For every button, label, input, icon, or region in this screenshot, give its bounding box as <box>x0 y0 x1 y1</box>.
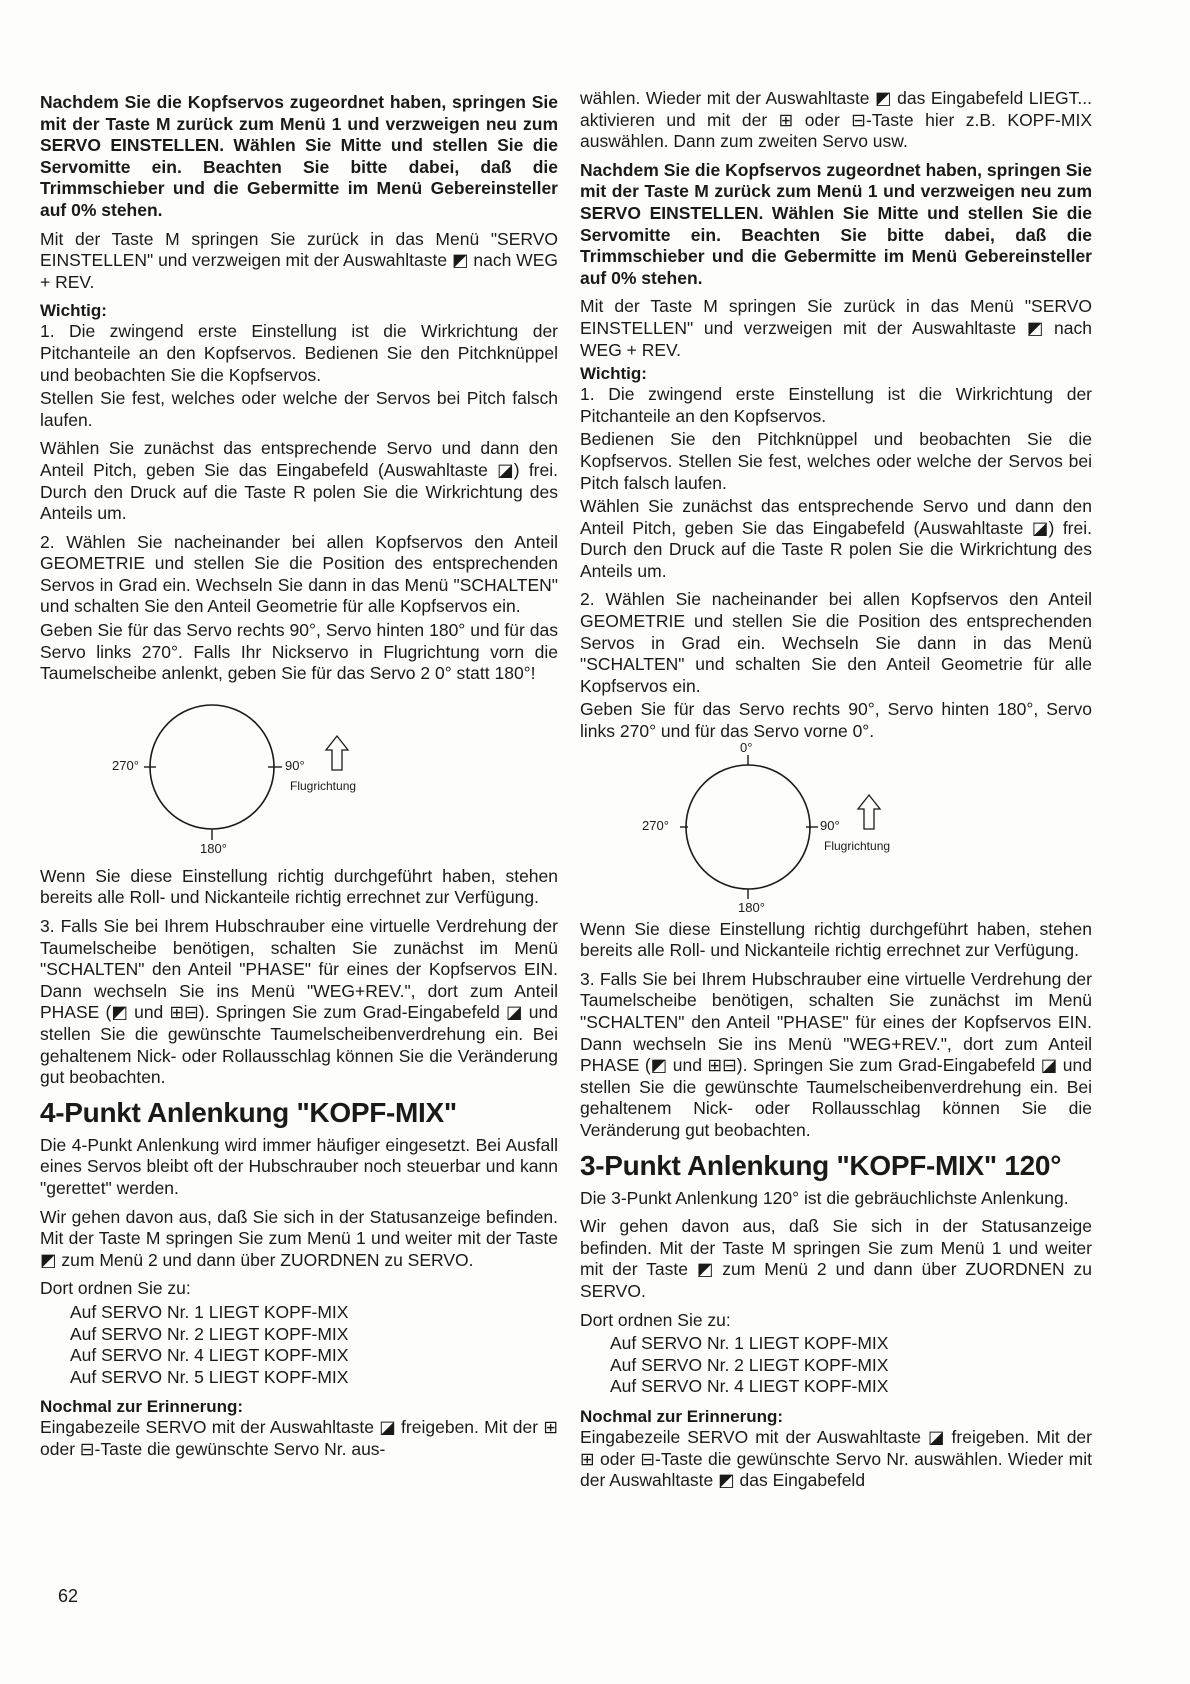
right-paragraph-8: 3. Falls Sie bei Ihrem Hubschrauber eine virtuelle Verdrehung der Taumelscheibe benötigen, schalten Sie zunächst im Menü "SCHALTEN" den Anteil "PHASE" für eines der Kopfservos EIN. Dann wechseln Sie ins Menü "WEG+REV.", dort zum Anteil PHASE (◩ und ⊞⊟). Springen Sie zum Grad-Eingabefeld ◪ und stellen Sie die gewünschte Taumelscheibenverdrehung ein. Bei gehaltenem Nick- oder Rollausschlag können Sie die Veränderung gut beobachten. <box>580 968 1092 1140</box>
right-angle-270-label: 270° <box>642 817 669 833</box>
right-section-heading: 3-Punkt Anlenkung "KOPF-MIX" 120° <box>580 1149 1062 1181</box>
left-paragraph-3: Stellen Sie fest, welches oder welche der Servos bei Pitch falsch laufen. <box>40 388 558 430</box>
left-paragraph-9: Die 4-Punkt Anlenkung wird immer häufiger eingesetzt. Bei Ausfall eines Servos bleibt oft der Hubschrauber noch steuerbar und kann "gerettet" werden. <box>40 1134 558 1198</box>
list-item: Auf SERVO Nr. 4 LIEGT KOPF-MIX <box>610 1376 889 1397</box>
right-angle-0-label: 0° <box>740 739 753 755</box>
right-paragraph-10: Wir gehen davon aus, daß Sie sich in der Statusanzeige befinden. Mit der Taste M springen Sie zum Menü 1 und weiter mit der Taste ◩ zum Menü 2 und dann über ZUORDNEN zu SERVO. <box>580 1216 1092 1301</box>
right-paragraph-3: Bedienen Sie den Pitchknüppel und beobachten Sie die Kopfservos. Stellen Sie fest, welches oder welche der Servos bei Pitch falsch laufen. <box>580 429 1092 493</box>
right-angle-180-label: 180° <box>738 899 765 915</box>
left-servo-diagram <box>40 692 558 862</box>
left-section-heading: 4-Punkt Anlenkung "KOPF-MIX" <box>40 1096 457 1128</box>
right-paragraph-5: 2. Wählen Sie nacheinander bei allen Kopfservos den Anteil GEOMETRIE und stellen Sie die Position des entsprechenden Servos in Grad ein. Wechseln Sie dann in das Menü "SCHALTEN" und schalten Sie den Anteil Geometrie für alle Kopfservos ein. <box>580 589 1092 696</box>
list-item: Auf SERVO Nr. 2 LIEGT KOPF-MIX <box>70 1323 349 1344</box>
page-number: 62 <box>58 1586 79 1606</box>
right-paragraph-11: Dort ordnen Sie zu: <box>580 1309 731 1330</box>
left-flugrichtung-label: Flugrichtung <box>290 778 357 793</box>
right-servo-list <box>610 1333 1092 1398</box>
left-intro-bold: Nachdem Sie die Kopfservos zugeordnet haben, springen Sie mit der Taste M zurück zum Menü 1 und verzweigen neu zum SERVO EINSTELLEN. Wählen Sie Mitte und stellen Sie die Servomitte ein. Beachten Sie bitte dabei, daß die Trimmschieber und die Gebermitte im Menü Gebereinsteller auf 0% stehen. <box>40 92 558 220</box>
left-paragraph-8: 3. Falls Sie bei Ihrem Hubschrauber eine virtuelle Verdrehung der Taumelscheibe benötigen, schalten Sie zunächst im Menü "SCHALTEN" den Anteil "PHASE" für eines der Kopfservos EIN. Dann wechseln Sie ins Menü "WEG+REV.", dort zum Anteil PHASE (◩ und ⊞⊟). Springen Sie zum Grad-Eingabefeld ◪ und stellen Sie die gewünschte Taumelscheibenverdrehung ein. Bei gehaltenem Nick- oder Rollausschlag können Sie die Veränderung gut beobachten. <box>40 916 558 1088</box>
right-flugrichtung-label: Flugrichtung <box>824 838 891 853</box>
left-paragraph-10: Wir gehen davon aus, daß Sie sich in der Statusanzeige befinden. Mit der Taste M springen Sie zum Menü 1 und weiter mit der Taste ◩ zum Menü 2 und dann über ZUORDNEN zu SERVO. <box>40 1206 558 1270</box>
right-paragraph-0: wählen. Wieder mit der Auswahltaste ◩ das Eingabefeld LIEGT... aktivieren und mit der ⊞ oder ⊟-Taste hier z.B. KOPF-MIX auswählen. Dann zum zweiten Servo usw. <box>580 88 1092 152</box>
right-column <box>580 88 1092 1499</box>
right-paragraph-4: Wählen Sie zunächst das entsprechende Servo und dann den Anteil Pitch, geben Sie das Eingabefeld (Auswahltaste ◪) frei. Durch den Druck auf die Taste R polen Sie die Wirkrichtung des Anteils um. <box>580 496 1092 581</box>
right-paragraph-6: Geben Sie für das Servo rechts 90°, Servo hinten 180°, Servo links 270° und für das Servo vorne 0°. <box>580 699 1092 742</box>
left-paragraph-5: 2. Wählen Sie nacheinander bei allen Kopfservos den Anteil GEOMETRIE und stellen Sie die Position des entsprechenden Servos in Grad ein. Wechseln Sie dann in das Menü "SCHALTEN" und schalten Sie den Anteil Geometrie für alle Kopfservos ein. <box>40 531 558 617</box>
left-paragraph-4: Wählen Sie zunächst das entsprechende Servo und dann den Anteil Pitch, geben Sie das Eingabefeld (Auswahltaste ◪) frei. Durch den Druck auf die Taste R polen Sie die Wirkrichtung des Anteils um. <box>40 438 558 524</box>
right-paragraph-7: Wenn Sie diese Einstellung richtig durchgeführt haben, stehen bereits alle Roll- und Nickanteile richtig errechnet zur Verfügung. <box>580 918 1092 961</box>
left-angle-90-label: 90° <box>285 757 305 773</box>
left-servo-list <box>70 1302 558 1388</box>
left-reminder-heading: Nochmal zur Erinnerung: <box>40 1397 244 1417</box>
list-item: Auf SERVO Nr. 4 LIEGT KOPF-MIX <box>70 1345 349 1366</box>
right-paragraph-9: Die 3-Punkt Anlenkung 120° ist die gebräuchlichste Anlenkung. <box>580 1187 1069 1208</box>
left-angle-180-label: 180° <box>200 840 227 856</box>
list-item: Auf SERVO Nr. 5 LIEGT KOPF-MIX <box>70 1366 349 1387</box>
list-item: Auf SERVO Nr. 1 LIEGT KOPF-MIX <box>70 1301 349 1322</box>
left-paragraph-7: Wenn Sie diese Einstellung richtig durchgeführt haben, stehen bereits alle Roll- und Nickanteile richtig errechnet zur Verfügung. <box>40 865 558 908</box>
list-item: Auf SERVO Nr. 1 LIEGT KOPF-MIX <box>610 1333 889 1354</box>
left-swashplate-circle-drawing <box>40 692 558 862</box>
left-paragraph-1: Mit der Taste M springen Sie zurück in das Menü "SERVO EINSTELLEN" und verzweigen mit der Auswahltaste ◩ nach WEG + REV. <box>40 228 558 292</box>
list-item: Auf SERVO Nr. 2 LIEGT KOPF-MIX <box>610 1354 889 1375</box>
left-angle-270-label: 270° <box>112 757 139 773</box>
left-paragraph-11: Dort ordnen Sie zu: <box>40 1278 191 1299</box>
left-paragraph-2: 1. Die zwingend erste Einstellung ist die Wirkrichtung der Pitchanteile an den Kopfservos. Bedienen Sie den Pitchknüppel und beobachten Sie die Kopfservos. <box>40 321 558 385</box>
right-intro-bold: Nachdem Sie die Kopfservos zugeordnet haben, springen Sie mit der Taste M zurück zum Menü 1 und verzweigen neu zum SERVO EINSTELLEN. Wählen Sie Mitte und stellen Sie die Servomitte ein. Beachten Sie bitte dabei, daß die Trimmschieber und die Gebermitte im Menü Gebereinsteller auf 0% stehen. <box>580 159 1092 288</box>
left-paragraph-6: Geben Sie für das Servo rechts 90°, Servo hinten 180° und für das Servo links 270°. Falls Ihr Nickservo in Flugrichtung vorn die Taumelscheibe anlenkt, geben Sie für das Servo 2 0° statt 180°! <box>40 620 558 684</box>
right-servo-diagram <box>580 739 1092 915</box>
right-paragraph-12: Eingabezeile SERVO mit der Auswahltaste ◪ freigeben. Mit der ⊞ oder ⊟-Taste die gewünschte Servo Nr. auswählen. Wieder mit der Auswahltaste ◩ das Eingabefeld <box>580 1426 1092 1491</box>
right-wichtig-heading: Wichtig: <box>580 364 647 384</box>
left-column <box>40 92 558 1468</box>
right-paragraph-2: 1. Die zwingend erste Einstellung ist die Wirkrichtung der Pitchanteile an den Kopfservos. <box>580 384 1092 426</box>
right-paragraph-1: Mit der Taste M springen Sie zurück in das Menü "SERVO EINSTELLEN" und verzweigen mit der Auswahltaste ◩ nach WEG + REV. <box>580 296 1092 360</box>
right-angle-90-label: 90° <box>820 817 840 833</box>
left-wichtig-heading: Wichtig: <box>40 301 107 321</box>
right-reminder-heading: Nochmal zur Erinnerung: <box>580 1406 784 1426</box>
left-paragraph-12: Eingabezeile SERVO mit der Auswahltaste ◪ freigeben. Mit der ⊞ oder ⊟-Taste die gewünschte Servo Nr. aus- <box>40 1417 558 1459</box>
